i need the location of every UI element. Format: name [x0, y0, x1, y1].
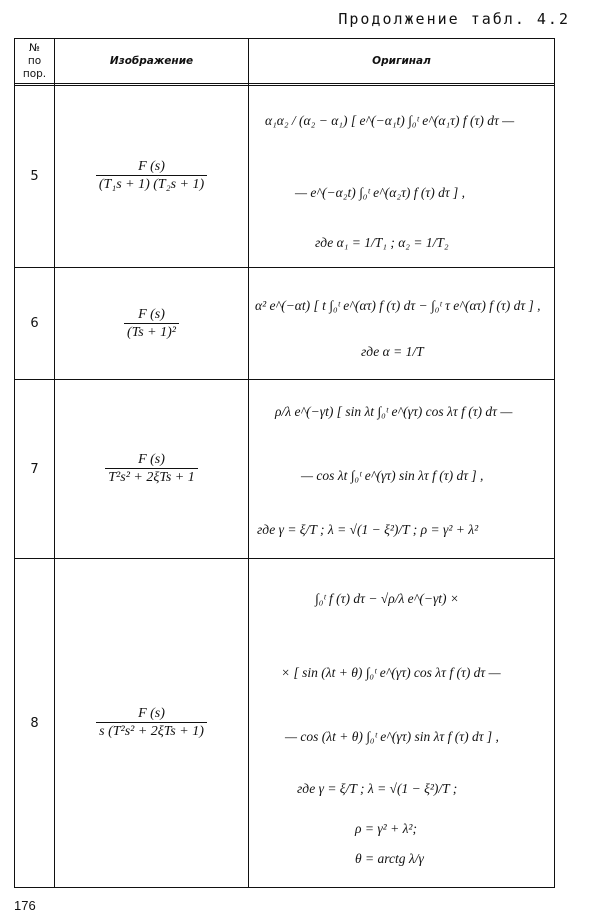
row-number: 7 — [30, 461, 39, 477]
image-numerator: F (s) — [138, 452, 165, 467]
original-expression — [251, 559, 551, 887]
formula-line: ρ/λ e^(−γt) [ sin λt ∫₀ᵗ e^(γτ) cos λτ f (τ) dτ — — [275, 404, 513, 419]
column-header-number: № по пор. — [22, 41, 47, 80]
image-denominator: s (T²s² + 2ξTs + 1) — [96, 722, 207, 740]
table-continuation-header: Продолжение табл. 4.2 — [338, 10, 570, 28]
formula-line: — cos λt ∫₀ᵗ e^(γτ) sin λτ f (τ) dτ ] , — [301, 468, 484, 483]
page-number: 176 — [14, 898, 36, 913]
image-numerator: F (s) — [138, 159, 165, 174]
image-expression — [55, 380, 248, 558]
image-expression — [55, 559, 248, 887]
original-expression — [251, 85, 551, 267]
original-expression — [251, 268, 551, 379]
column-header-original: Оригинал — [372, 54, 431, 67]
row-number: 8 — [30, 715, 39, 731]
column-header-image: Изображение — [109, 54, 194, 67]
formula-line: — cos (λt + θ) ∫₀ᵗ e^(γτ) sin λτ f (τ) dτ ] , — [285, 729, 499, 744]
original-expression — [251, 380, 551, 558]
formula-line: — e^(−α₂t) ∫₀ᵗ e^(α₂τ) f (τ) dτ ] , — [295, 185, 466, 200]
formula-line: ρ = γ² + λ²; — [355, 821, 417, 836]
formula-table — [14, 38, 555, 888]
formula-line: × [ sin (λt + θ) ∫₀ᵗ e^(γτ) cos λτ f (τ) dτ — — [281, 665, 501, 680]
image-numerator: F (s) — [138, 306, 165, 322]
formula-line: α₁α₂ / (α₂ − α₁) [ e^(−α₁t) ∫₀ᵗ e^(α₁τ) f (τ) dτ — — [265, 113, 515, 128]
formula-line: где γ = ξ/T ; λ = √(1 − ξ²)/T ; ρ = γ² + λ² — [257, 522, 479, 537]
image-denominator: (T₁s + 1) (T₂s + 1) — [96, 175, 207, 193]
formula-line: где α₁ = 1/T₁ ; α₂ = 1/T₂ — [315, 235, 449, 250]
image-denominator: (Ts + 1)² — [124, 323, 179, 341]
formula-line: α² e^(−αt) [ t ∫₀ᵗ e^(ατ) f (τ) dτ − ∫₀ᵗ τ e^(ατ) f (τ) dτ ] , — [255, 298, 541, 313]
image-numerator: F (s) — [138, 706, 165, 721]
formula-line: где α = 1/T — [361, 344, 424, 359]
formula-line: θ = arctg λ/γ — [355, 851, 424, 866]
image-expression — [55, 85, 248, 267]
formula-line: где γ = ξ/T ; λ = √(1 − ξ²)/T ; — [297, 781, 458, 796]
formula-line: ∫₀ᵗ f (τ) dτ − √ρ/λ e^(−γt) × — [315, 591, 460, 606]
image-expression — [55, 268, 248, 379]
image-denominator: T²s² + 2ξTs + 1 — [105, 468, 197, 486]
row-number: 6 — [30, 316, 39, 331]
row-number: 5 — [30, 168, 39, 184]
